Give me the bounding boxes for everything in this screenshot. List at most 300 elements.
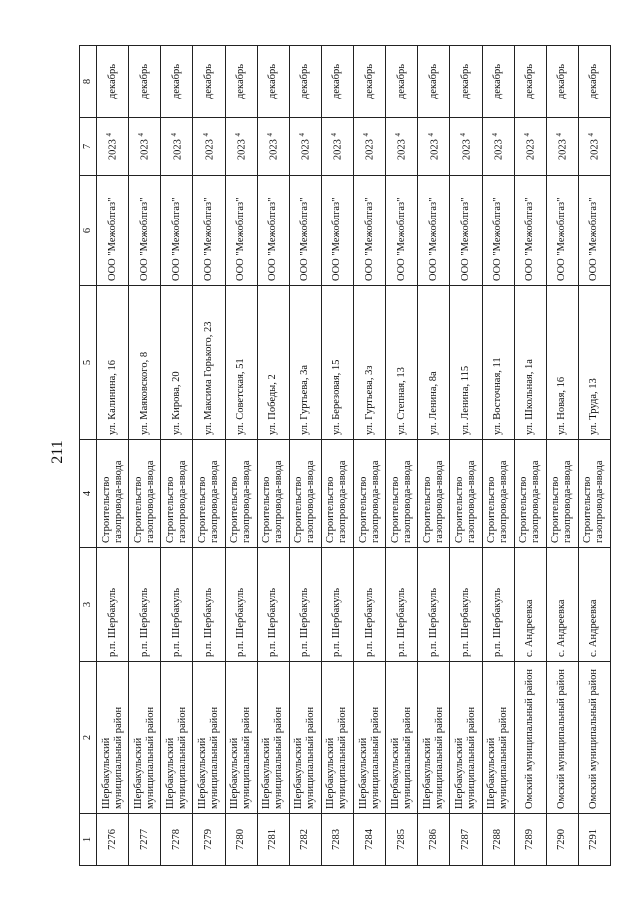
address-cell-text: ул. Восточная, 11 (492, 357, 504, 435)
work-type-cell (161, 440, 193, 548)
month-cell (578, 46, 610, 118)
row-id (546, 814, 578, 866)
organization-cell-text: ООО "Межоблгаз" (524, 197, 536, 281)
year-cell (193, 118, 225, 176)
month-cell-text: декабрь (138, 64, 150, 99)
row-id (386, 814, 418, 866)
organization-cell (161, 176, 193, 286)
locality-cell (546, 548, 578, 662)
work-type-cell (418, 440, 450, 548)
locality-cell-text: р.п. Шербакуль (459, 587, 471, 657)
month-cell (289, 46, 321, 118)
locality-cell-text: с. Андреевка (588, 599, 600, 657)
locality-cell (289, 548, 321, 662)
year-cell-text: 2023 (172, 139, 184, 161)
month-cell-text: декабрь (170, 64, 182, 99)
organization-cell (546, 176, 578, 286)
month-cell (546, 46, 578, 118)
work-type-cell-text: Строительство газопровода-ввода (325, 460, 349, 543)
month-cell-text: декабрь (299, 64, 311, 99)
month-cell (514, 46, 546, 118)
locality-cell (193, 548, 225, 662)
row-id-text: 7279 (202, 829, 214, 850)
year-cell-text: 2023 (300, 139, 312, 161)
row-id (450, 814, 482, 866)
table-row (193, 46, 225, 866)
locality-cell (97, 548, 129, 662)
organization-cell (257, 176, 289, 286)
year-cell-text: 2023 (364, 139, 376, 161)
footnote-mark: 4 (298, 132, 307, 137)
address-cell (386, 286, 418, 440)
municipality-cell (97, 662, 129, 814)
table-row (546, 46, 578, 866)
year-cell (257, 118, 289, 176)
locality-cell-text: р.п. Шербакуль (395, 587, 407, 657)
municipality-cell-text: Шербакульский муниципальный район (389, 706, 413, 809)
month-cell-text: декабрь (459, 64, 471, 99)
month-cell (161, 46, 193, 118)
organization-cell (289, 176, 321, 286)
work-type-cell (289, 440, 321, 548)
row-id (578, 814, 610, 866)
locality-cell (129, 548, 161, 662)
year-cell (129, 118, 161, 176)
month-cell-text: декабрь (331, 64, 343, 99)
work-type-cell (450, 440, 482, 548)
footnote-mark: 4 (105, 132, 114, 137)
work-type-cell (321, 440, 353, 548)
year-cell-text: 2023 (332, 139, 344, 161)
row-id-text: 7280 (235, 829, 247, 850)
municipality-cell-text: Омский муниципальный район (556, 669, 568, 809)
municipality-cell (225, 662, 257, 814)
work-type-cell-text: Строительство газопровода-ввода (389, 460, 413, 543)
year-cell-text: 2023 (396, 139, 408, 161)
table-row (514, 46, 546, 866)
year-cell-text: 2023 (525, 139, 537, 161)
work-type-cell (482, 440, 514, 548)
column-number: 2 (80, 662, 97, 814)
row-id (354, 814, 386, 866)
row-id (289, 814, 321, 866)
work-type-cell (514, 440, 546, 548)
address-cell (129, 286, 161, 440)
address-cell (97, 286, 129, 440)
table-row (482, 46, 514, 866)
year-cell-text: 2023 (139, 139, 151, 161)
locality-cell (386, 548, 418, 662)
locality-cell-text: с. Андреевка (524, 599, 536, 657)
table-row (129, 46, 161, 866)
year-cell-text: 2023 (268, 139, 280, 161)
address-cell-text: ул. Маяковского, 8 (138, 351, 150, 435)
year-cell (321, 118, 353, 176)
page-number: 211 (49, 440, 66, 464)
locality-cell (450, 548, 482, 662)
municipality-cell-text: Шербакульский муниципальный район (293, 706, 317, 809)
row-id-text: 7278 (170, 829, 182, 850)
locality-cell-text: с. Андреевка (556, 599, 568, 657)
organization-cell-text: ООО "Межоблгаз" (331, 197, 343, 281)
table-row (257, 46, 289, 866)
footnote-mark: 4 (330, 132, 339, 137)
organization-cell (514, 176, 546, 286)
footnote-mark: 4 (233, 132, 242, 137)
municipality-cell-text: Шербакульский муниципальный район (196, 706, 220, 809)
row-id-text: 7284 (363, 829, 375, 850)
table-row (289, 46, 321, 866)
work-type-cell-text: Строительство газопровода-ввода (229, 460, 253, 543)
address-cell-text: ул. Новая, 16 (556, 376, 568, 435)
row-id-text: 7288 (492, 829, 504, 850)
work-type-cell-text: Строительство газопровода-ввода (486, 460, 510, 543)
month-cell (386, 46, 418, 118)
municipality-cell (578, 662, 610, 814)
footnote-mark: 4 (426, 132, 435, 137)
work-type-cell (193, 440, 225, 548)
footnote-mark: 4 (169, 132, 178, 137)
address-cell-text: ул. Школьная, 1а (524, 359, 536, 435)
work-type-cell-text: Строительство газопровода-ввода (261, 460, 285, 543)
locality-cell-text: р.п. Шербакуль (492, 587, 504, 657)
work-type-cell (225, 440, 257, 548)
organization-cell-text: ООО "Межоблгаз" (556, 197, 568, 281)
locality-cell (578, 548, 610, 662)
column-number: 1 (80, 814, 97, 866)
locality-cell (321, 548, 353, 662)
locality-cell (354, 548, 386, 662)
row-id-text: 7289 (524, 829, 536, 850)
locality-cell-text: р.п. Шербакуль (202, 587, 214, 657)
table-body (97, 46, 611, 866)
address-cell-text: ул. Труда, 13 (588, 378, 600, 435)
month-cell (354, 46, 386, 118)
year-cell (450, 118, 482, 176)
organization-cell-text: ООО "Межоблгаз" (267, 197, 279, 281)
address-cell (418, 286, 450, 440)
row-id (129, 814, 161, 866)
work-type-cell-text: Строительство газопровода-ввода (582, 460, 606, 543)
row-id (482, 814, 514, 866)
address-cell (578, 286, 610, 440)
organization-cell-text: ООО "Межоблгаз" (459, 197, 471, 281)
locality-cell-text: р.п. Шербакуль (299, 587, 311, 657)
municipality-cell (129, 662, 161, 814)
year-cell (386, 118, 418, 176)
locality-cell (257, 548, 289, 662)
organization-cell-text: ООО "Межоблгаз" (170, 197, 182, 281)
organization-cell-text: ООО "Межоблгаз" (235, 197, 247, 281)
footnote-mark: 4 (265, 132, 274, 137)
row-id (514, 814, 546, 866)
locality-cell (418, 548, 450, 662)
year-cell (482, 118, 514, 176)
municipality-cell (450, 662, 482, 814)
year-cell-text: 2023 (429, 139, 441, 161)
address-cell-text: ул. Кирова, 20 (170, 371, 182, 435)
month-cell (418, 46, 450, 118)
year-cell (514, 118, 546, 176)
locality-cell-text: р.п. Шербакуль (170, 587, 182, 657)
year-cell (289, 118, 321, 176)
organization-cell (450, 176, 482, 286)
locality-cell-text: р.п. Шербакуль (235, 587, 247, 657)
municipality-cell-text: Омский муниципальный район (588, 669, 600, 809)
table-row (321, 46, 353, 866)
work-type-cell (97, 440, 129, 548)
address-cell (225, 286, 257, 440)
work-type-cell-text: Строительство газопровода-ввода (518, 460, 542, 543)
municipality-cell (289, 662, 321, 814)
address-cell (482, 286, 514, 440)
organization-cell-text: ООО "Межоблгаз" (427, 197, 439, 281)
address-cell-text: ул. Максима Горького, 23 (202, 321, 214, 435)
municipality-cell-text: Шербакульский муниципальный район (325, 706, 349, 809)
address-cell (257, 286, 289, 440)
row-id-text: 7283 (331, 829, 343, 850)
month-cell (129, 46, 161, 118)
work-type-cell-text: Строительство газопровода-ввода (421, 460, 445, 543)
year-cell (354, 118, 386, 176)
municipality-cell (321, 662, 353, 814)
municipality-cell-text: Шербакульский муниципальный район (164, 706, 188, 809)
municipality-cell-text: Шербакульский муниципальный район (486, 706, 510, 809)
year-cell-text: 2023 (493, 139, 505, 161)
locality-cell-text: р.п. Шербакуль (267, 587, 279, 657)
month-cell (482, 46, 514, 118)
municipality-cell (514, 662, 546, 814)
table-row (161, 46, 193, 866)
municipality-cell-text: Шербакульский муниципальный район (100, 706, 124, 809)
organization-cell (129, 176, 161, 286)
locality-cell-text: р.п. Шербакуль (138, 587, 150, 657)
work-type-cell-text: Строительство газопровода-ввода (100, 460, 124, 543)
address-cell-text: ул. Гуртьева, 3а (299, 365, 311, 435)
table-row (418, 46, 450, 866)
work-type-cell-text: Строительство газопровода-ввода (132, 460, 156, 543)
locality-cell (225, 548, 257, 662)
footnote-mark: 4 (522, 132, 531, 137)
organization-cell (97, 176, 129, 286)
municipality-cell-text: Шербакульский муниципальный район (229, 706, 253, 809)
municipality-cell-text: Шербакульский муниципальный район (421, 706, 445, 809)
month-cell (225, 46, 257, 118)
year-cell (546, 118, 578, 176)
locality-cell-text: р.п. Шербакуль (331, 587, 343, 657)
row-id-text: 7285 (395, 829, 407, 850)
address-cell-text: ул. Гуртьева, 3з (363, 365, 375, 435)
month-cell (193, 46, 225, 118)
footnote-mark: 4 (394, 132, 403, 137)
municipality-cell-text: Шербакульский муниципальный район (357, 706, 381, 809)
municipality-cell-text: Омский муниципальный район (524, 669, 536, 809)
municipality-cell (193, 662, 225, 814)
month-cell (321, 46, 353, 118)
column-number: 8 (80, 46, 97, 118)
month-cell-text: декабрь (492, 64, 504, 99)
organization-cell (578, 176, 610, 286)
organization-cell-text: ООО "Межоблгаз" (588, 197, 600, 281)
address-cell (193, 286, 225, 440)
organization-cell (418, 176, 450, 286)
footnote-mark: 4 (201, 132, 210, 137)
row-id-text: 7286 (427, 829, 439, 850)
address-cell (450, 286, 482, 440)
work-type-cell-text: Строительство газопровода-ввода (196, 460, 220, 543)
municipality-cell-text: Шербакульский муниципальный район (132, 706, 156, 809)
organization-cell (225, 176, 257, 286)
year-cell-text: 2023 (204, 139, 216, 161)
year-cell-text: 2023 (107, 139, 119, 161)
address-cell-text: ул. Ленина, 115 (459, 365, 471, 435)
gas-pipeline-table (79, 45, 611, 866)
table-row (97, 46, 129, 866)
row-id-text: 7276 (106, 829, 118, 850)
organization-cell-text: ООО "Межоблгаз" (363, 197, 375, 281)
footnote-mark: 4 (490, 132, 499, 137)
organization-cell (386, 176, 418, 286)
row-id (97, 814, 129, 866)
municipality-cell (257, 662, 289, 814)
month-cell-text: декабрь (427, 64, 439, 99)
organization-cell (354, 176, 386, 286)
footnote-mark: 4 (555, 132, 564, 137)
organization-cell (482, 176, 514, 286)
work-type-cell (546, 440, 578, 548)
locality-cell-text: р.п. Шербакуль (363, 587, 375, 657)
organization-cell-text: ООО "Межоблгаз" (106, 197, 118, 281)
organization-cell-text: ООО "Межоблгаз" (202, 197, 214, 281)
month-cell (450, 46, 482, 118)
column-number: 3 (80, 548, 97, 662)
row-id (193, 814, 225, 866)
organization-cell-text: ООО "Межоблгаз" (299, 197, 311, 281)
row-id (257, 814, 289, 866)
work-type-cell (386, 440, 418, 548)
address-cell (546, 286, 578, 440)
organization-cell (193, 176, 225, 286)
address-cell-text: ул. Березовая, 15 (331, 359, 343, 435)
municipality-cell-text: Шербакульский муниципальный район (261, 706, 285, 809)
footnote-mark: 4 (458, 132, 467, 137)
year-cell-text: 2023 (589, 139, 601, 161)
month-cell (97, 46, 129, 118)
address-cell-text: ул. Калинина, 16 (106, 359, 118, 435)
address-cell (321, 286, 353, 440)
column-number-row (80, 46, 97, 866)
row-id-text: 7290 (556, 829, 568, 850)
table-row (450, 46, 482, 866)
row-id (418, 814, 450, 866)
year-cell (225, 118, 257, 176)
row-id (321, 814, 353, 866)
month-cell-text: декабрь (395, 64, 407, 99)
municipality-cell (354, 662, 386, 814)
row-id-text: 7281 (267, 829, 279, 850)
row-id-text: 7287 (459, 829, 471, 850)
work-type-cell (578, 440, 610, 548)
month-cell-text: декабрь (106, 64, 118, 99)
row-id-text: 7277 (138, 829, 150, 850)
organization-cell-text: ООО "Межоблгаз" (395, 197, 407, 281)
municipality-cell (482, 662, 514, 814)
column-number: 4 (80, 440, 97, 548)
work-type-cell-text: Строительство газопровода-ввода (357, 460, 381, 543)
month-cell-text: декабрь (235, 64, 247, 99)
address-cell-text: ул. Ленина, 8а (427, 371, 439, 435)
rotated-table-container (79, 46, 611, 866)
year-cell-text: 2023 (557, 139, 569, 161)
organization-cell-text: ООО "Межоблгаз" (138, 197, 150, 281)
column-number: 5 (80, 286, 97, 440)
municipality-cell (386, 662, 418, 814)
year-cell (418, 118, 450, 176)
row-id (225, 814, 257, 866)
month-cell-text: декабрь (363, 64, 375, 99)
year-cell-text: 2023 (461, 139, 473, 161)
year-cell (97, 118, 129, 176)
work-type-cell (257, 440, 289, 548)
table-row (225, 46, 257, 866)
organization-cell (321, 176, 353, 286)
column-number: 6 (80, 176, 97, 286)
month-cell-text: декабрь (202, 64, 214, 99)
address-cell (514, 286, 546, 440)
row-id-text: 7282 (299, 829, 311, 850)
address-cell (289, 286, 321, 440)
year-cell-text: 2023 (236, 139, 248, 161)
table-row (578, 46, 610, 866)
address-cell-text: ул. Советская, 51 (235, 358, 247, 435)
address-cell (161, 286, 193, 440)
municipality-cell (161, 662, 193, 814)
year-cell (578, 118, 610, 176)
work-type-cell-text: Строительство газопровода-ввода (453, 460, 477, 543)
municipality-cell (418, 662, 450, 814)
month-cell-text: декабрь (588, 64, 600, 99)
locality-cell-text: р.п. Шербакуль (106, 587, 118, 657)
work-type-cell-text: Строительство газопровода-ввода (293, 460, 317, 543)
address-cell-text: ул. Победы, 2 (267, 374, 279, 435)
organization-cell-text: ООО "Межоблгаз" (492, 197, 504, 281)
table-row (386, 46, 418, 866)
month-cell (257, 46, 289, 118)
table-row (354, 46, 386, 866)
locality-cell (514, 548, 546, 662)
year-cell (161, 118, 193, 176)
month-cell-text: декабрь (524, 64, 536, 99)
address-cell-text: ул. Степная, 13 (395, 367, 407, 435)
row-id (161, 814, 193, 866)
footnote-mark: 4 (137, 132, 146, 137)
address-cell (354, 286, 386, 440)
municipality-cell-text: Шербакульский муниципальный район (453, 706, 477, 809)
locality-cell (161, 548, 193, 662)
month-cell-text: декабрь (556, 64, 568, 99)
work-type-cell (354, 440, 386, 548)
month-cell-text: декабрь (267, 64, 279, 99)
work-type-cell-text: Строительство газопровода-ввода (164, 460, 188, 543)
column-number: 7 (80, 118, 97, 176)
work-type-cell (129, 440, 161, 548)
row-id-text: 7291 (588, 829, 600, 850)
locality-cell (482, 548, 514, 662)
municipality-cell (546, 662, 578, 814)
work-type-cell-text: Строительство газопровода-ввода (550, 460, 574, 543)
locality-cell-text: р.п. Шербакуль (427, 587, 439, 657)
footnote-mark: 4 (362, 132, 371, 137)
